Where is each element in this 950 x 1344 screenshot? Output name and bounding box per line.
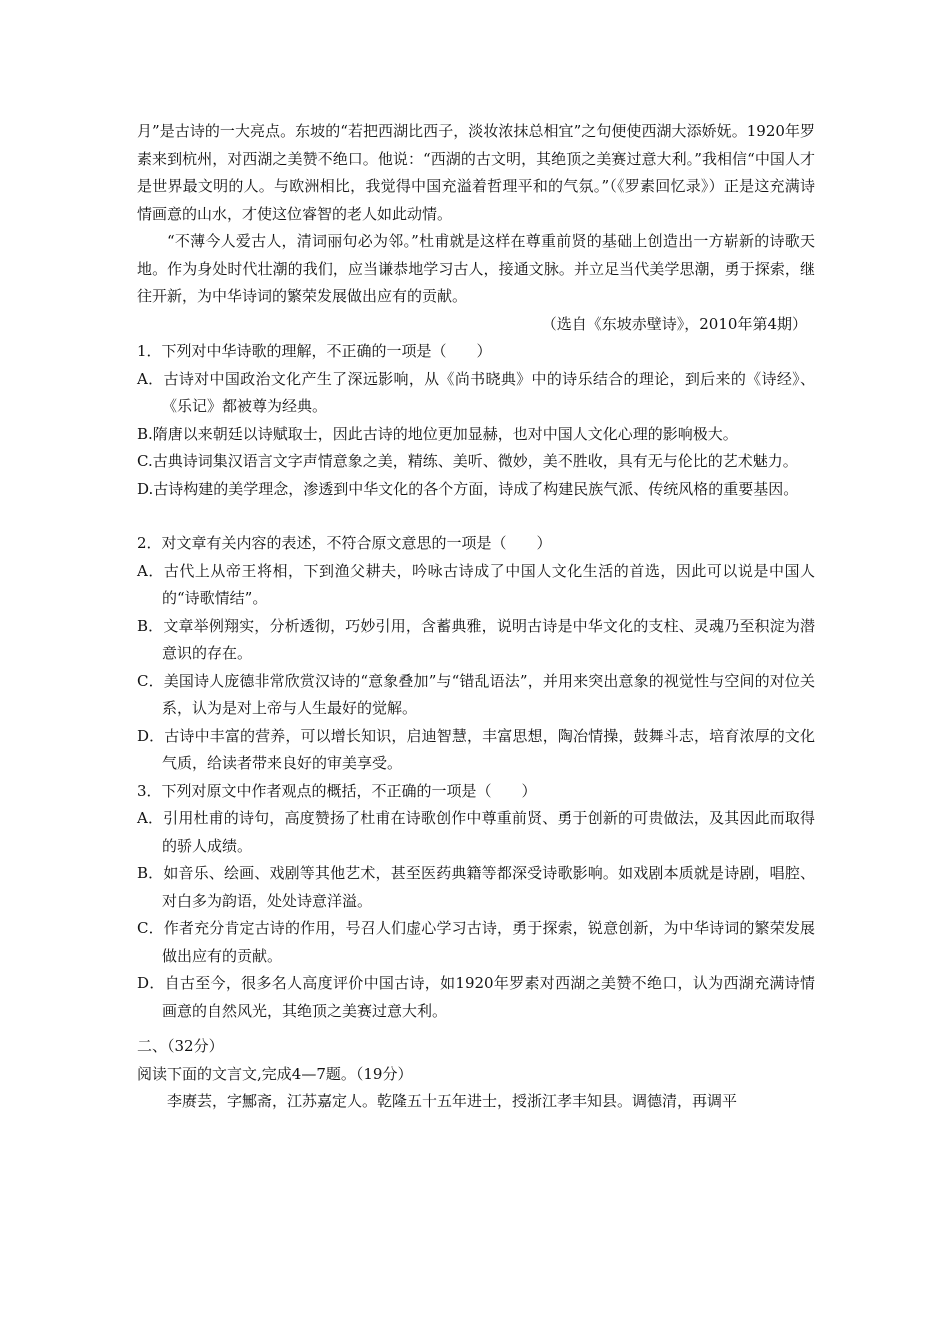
option-c: C．作者充分肯定古诗的作用，号召人们虚心学习古诗，勇于探索，锐意创新，为中华诗词的繁荣发展做出应有的贡献。 — [137, 919, 815, 965]
question-stem: 2．对文章有关内容的表述，不符合原文意思的一项是（ ） — [137, 534, 552, 552]
option-a: A．古诗对中国政治文化产生了深远影响，从《尚书晓典》中的诗乐结合的理论，到后来的《诗经》、《乐记》都被尊为经典。 — [137, 369, 815, 415]
section-title: 二、（32分） — [137, 1037, 224, 1055]
option-b: B．如音乐、绘画、戏剧等其他艺术，甚至医药典籍等都深受诗歌影响。如戏剧本质就是诗剧，唱腔、对白多为韵语，处处诗意洋溢。 — [137, 864, 815, 910]
option-a: A．古代上从帝王将相，下到渔父耕夫，吟咏古诗成了中国人文化生活的首选，因此可以说是中国人的“诗歌情结”。 — [137, 561, 815, 607]
option-d: D．自古至今，很多名人高度评价中国古诗，如1920年罗素对西湖之美赞不绝口，认为西湖充满诗情画意的自然风光，其绝顶之美赛过意大利。 — [137, 974, 815, 1020]
question-3 — [137, 778, 815, 1026]
question-stem: 1．下列对中华诗歌的理解，不正确的一项是（ ） — [137, 342, 492, 360]
spacer — [137, 1025, 815, 1033]
question-2 — [137, 530, 815, 778]
document-page — [137, 118, 815, 1116]
option-b: B.隋唐以来朝廷以诗赋取士，因此古诗的地位更加显赫，也对中国人文化心理的影响极大。 — [137, 424, 738, 443]
passage-paragraph-2: “不薄今人爱古人，清词丽句必为邻。”杜甫就是这样在尊重前贤的基础上创造出一方崭新的诗歌天地。作为身处时代壮潮的我们，应当谦恭地学习古人，接通文脉。并立足当代美学思潮，勇于探索，继往开新，为中华诗词的繁荣发展做出应有的贡献。 — [137, 232, 815, 305]
option-d: D．古诗中丰富的营养，可以增长知识，启迪智慧，丰富思想，陶冶情操，鼓舞斗志，培育浓厚的文化气质，给读者带来良好的审美享受。 — [137, 726, 815, 772]
question-1 — [137, 338, 815, 503]
option-a: A．引用杜甫的诗句，高度赞扬了杜甫在诗歌创作中尊重前贤、勇于创新的可贵做法，及其因此而取得的骄人成绩。 — [137, 809, 815, 855]
question-stem: 3．下列对原文中作者观点的概括，不正确的一项是（ ） — [137, 781, 537, 800]
passage-source: （选自《东坡赤壁诗》，2010年第4期） — [541, 314, 807, 333]
option-c: C．美国诗人庞德非常欣赏汉诗的“意象叠加”与“错乱语法”，并用来突出意象的视觉性与空间的对位关系，认为是对上帝与人生最好的觉解。 — [137, 671, 815, 717]
option-d: D.古诗构建的美学理念，渗透到中华文化的各个方面，诗成了构建民族气派、传统风格的重要基因。 — [137, 479, 799, 498]
option-c: C.古典诗词集汉语言文字声情意象之美，精练、美听、微妙，美不胜收，具有无与伦比的艺术魅力。 — [137, 452, 798, 470]
passage-paragraph-1: 月”是古诗的一大亮点。东坡的“若把西湖比西子，淡妆浓抹总相宜”之句便使西湖大添娇妩。1920年罗素来到杭州，对西湖之美赞不绝口。他说：“西湖的古文明，其绝顶之美赛过意大利。”我相信“中国人才是世界最文明的人。与欧洲相比，我觉得中国充溢着哲理平和的气氛。”（《罗素回忆录》）正是这充满诗情画意的山水，才使这位睿智的老人如此动情。 — [137, 122, 815, 223]
spacer — [137, 503, 815, 530]
option-b: B．文章举例翔实，分析透彻，巧妙引用，含蓄典雅，说明古诗是中华文化的支柱、灵魂乃至积淀为潜意识的存在。 — [137, 616, 815, 662]
classical-text: 李赓芸，字鄦斋，江苏嘉定人。乾隆五十五年进士，授浙江孝丰知县。调德清，再调平 — [167, 1092, 738, 1110]
section-instruction: 阅读下面的文言文,完成4—7题。（19分） — [137, 1064, 413, 1083]
